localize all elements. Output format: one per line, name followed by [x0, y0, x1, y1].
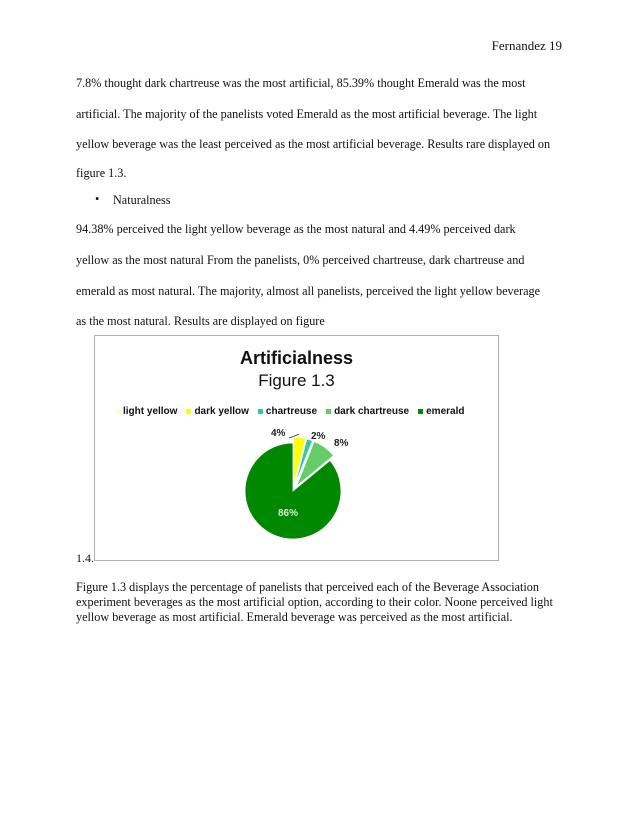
legend-label: emerald [426, 406, 465, 417]
text-line: emerald as most natural. The majority, almost all panelists, perceived the light yellow beverage [76, 284, 540, 298]
text-line: 94.38% perceived the light yellow beverage as the most natural and 4.49% perceived dark [76, 222, 516, 236]
data-label: 2% [311, 431, 326, 442]
text-line: figure 1.3. [76, 166, 127, 180]
pie-chart [94, 335, 499, 561]
legend-label: light yellow [123, 406, 178, 417]
legend-label: dark yellow [194, 406, 249, 417]
text-line: 7.8% thought dark chartreuse was the most artificial, 85.39% thought Emerald was the most [76, 76, 526, 90]
bullet-label: Naturalness [113, 193, 171, 207]
text-line: artificial. The majority of the panelists voted Emerald as the most artificial beverage. The light [76, 107, 538, 121]
text-line: as the most natural. Results are displayed on figure [76, 314, 325, 328]
bullet-icon: • [95, 192, 100, 206]
legend-label: dark chartreuse [334, 406, 410, 417]
figure-number: 1.4. [76, 551, 94, 565]
legend-label: chartreuse [265, 406, 318, 417]
page-header: Fernandez 19 [491, 38, 562, 53]
text-line: yellow beverage was the least perceived as the most artificial beverage. Results rare displayed on [76, 137, 551, 151]
figure-caption: Figure 1.3 displays the percentage of panelists that perceived each of the Beverage Association experiment beverages as the most artificial option, according to their color. Noone perceived light yellow beverage as most artificial. Emerald beverage was perceived as the most artificial. [76, 580, 553, 624]
text-line: yellow as the most natural From the panelists, 0% perceived chartreuse, dark chartreuse and [76, 253, 525, 267]
chart-subtitle: Figure 1.3 [258, 371, 335, 390]
pie-plot [95, 336, 498, 560]
data-label: 86% [278, 508, 299, 519]
data-label: 8% [334, 438, 349, 449]
chart-title: Artificialness [239, 348, 354, 368]
data-label: 4% [271, 428, 286, 439]
